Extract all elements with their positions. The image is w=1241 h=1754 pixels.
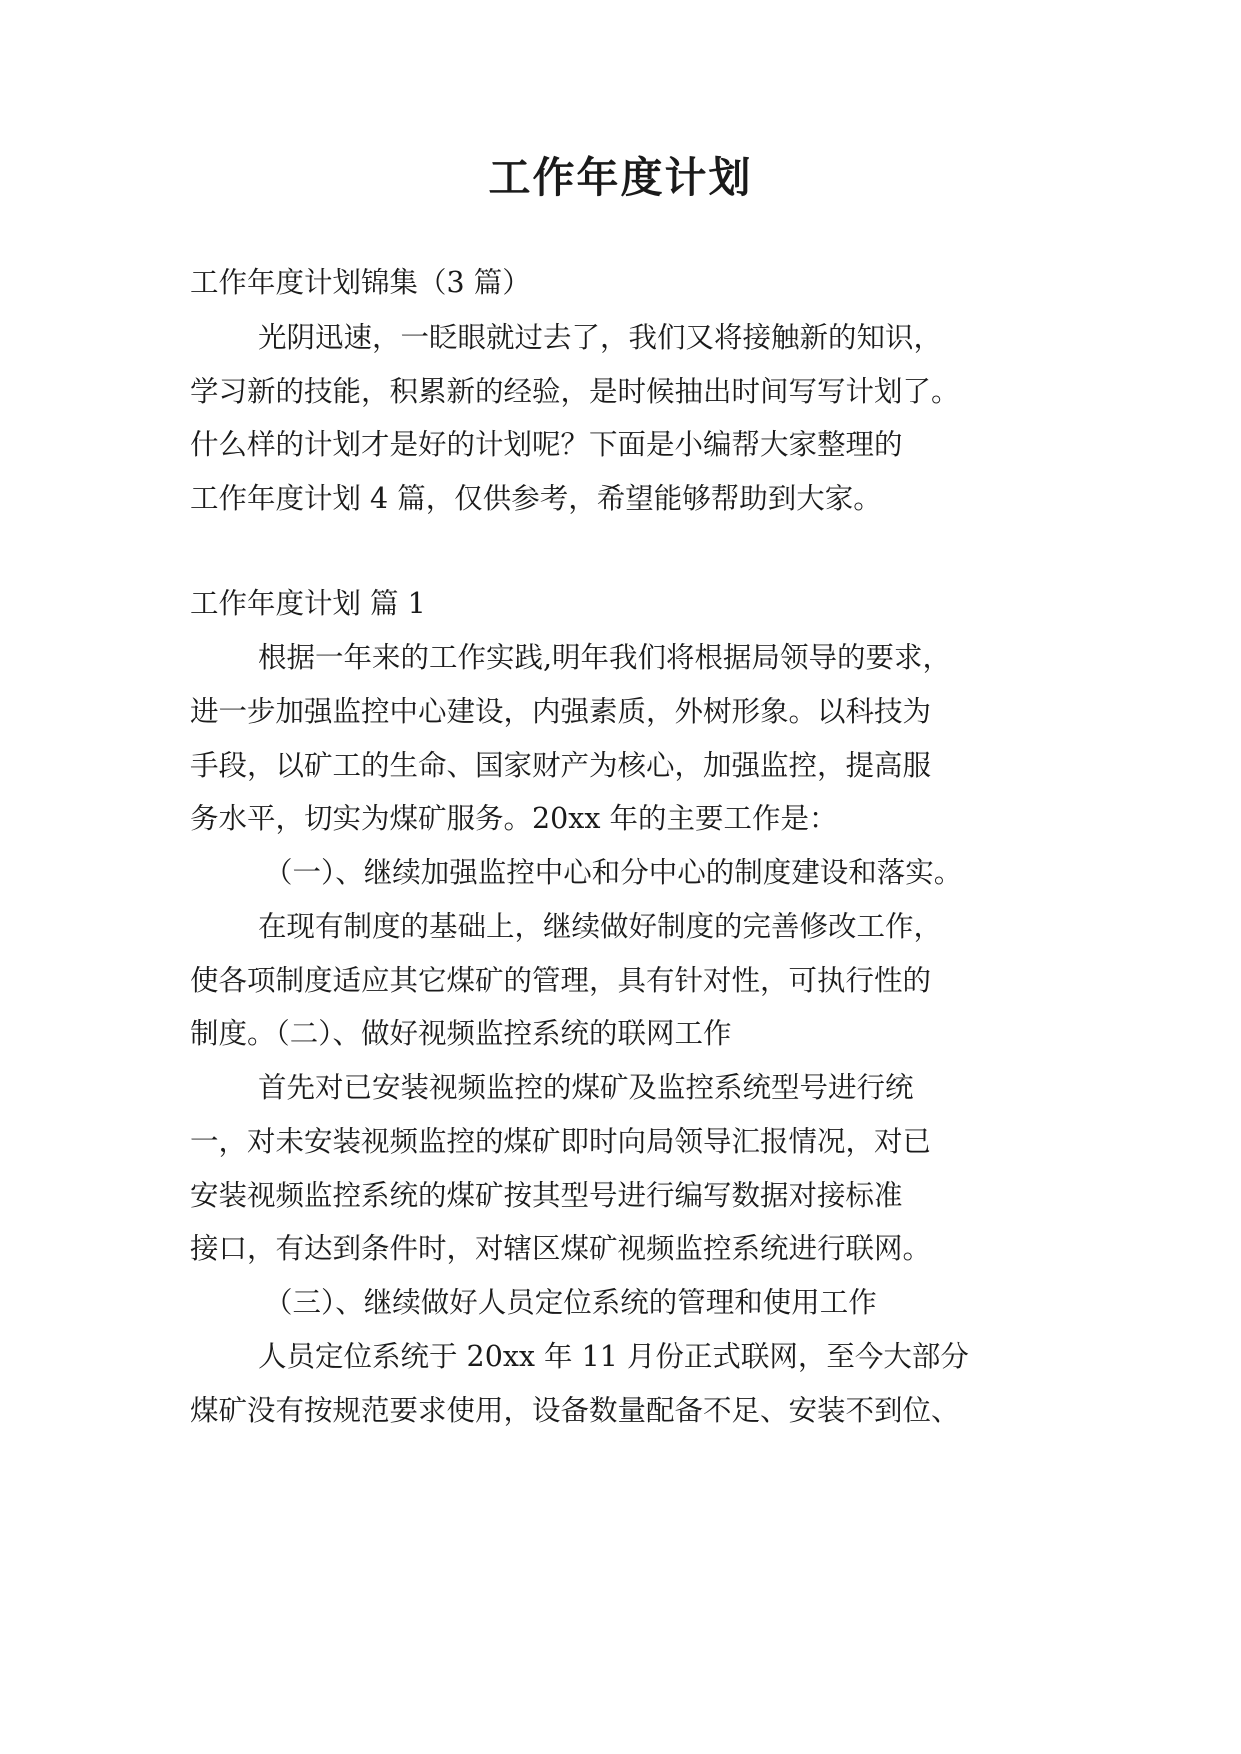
body-line: 接口，有达到条件时，对辖区煤矿视频监控系统进行联网。	[190, 1232, 932, 1265]
body-line: 制度。（二）、做好视频监控系统的联网工作	[190, 1017, 732, 1050]
body-line: 务水平，切实为煤矿服务。20xx 年的主要工作是：	[190, 802, 838, 835]
body-line: 在现有制度的基础上，继续做好制度的完善修改工作，	[258, 910, 943, 943]
section-heading: 工作年度计划 篇 1	[190, 587, 426, 620]
body-line: 首先对已安装视频监控的煤矿及监控系统型号进行统	[258, 1071, 914, 1104]
body-line: 安装视频监控系统的煤矿按其型号进行编写数据对接标准	[190, 1179, 903, 1212]
body-line: 进一步加强监控中心建设，内强素质，外树形象。以科技为	[190, 695, 932, 728]
body-line: 一，对未安装视频监控的煤矿即时向局领导汇报情况，对已	[190, 1125, 932, 1158]
body-line: 煤矿没有按规范要求使用，设备数量配备不足、安装不到位、	[190, 1394, 960, 1427]
body-line: 使各项制度适应其它煤矿的管理，具有针对性，可执行性的	[190, 964, 932, 997]
document-title: 工作年度计划	[488, 153, 753, 202]
subsection-heading: （三）、继续做好人员定位系统的管理和使用工作	[264, 1286, 877, 1319]
subsection-heading: （一）、继续加强监控中心和分中心的制度建设和落实。	[264, 856, 963, 889]
intro-line: 光阴迅速，一眨眼就过去了，我们又将接触新的知识，	[258, 321, 943, 354]
body-line: 根据一年来的工作实践,明年我们将根据局领导的要求，	[258, 641, 952, 674]
intro-line: 学习新的技能，积累新的经验，是时候抽出时间写写计划了。	[190, 375, 960, 408]
intro-line: 工作年度计划 4 篇，仅供参考，希望能够帮助到大家。	[190, 482, 882, 515]
intro-line: 什么样的计划才是好的计划呢？下面是小编帮大家整理的	[190, 428, 903, 461]
collection-heading: 工作年度计划锦集（3 篇）	[190, 266, 531, 299]
body-line: 手段，以矿工的生命、国家财产为核心，加强监控，提高服	[190, 749, 932, 782]
body-line: 人员定位系统于 20xx 年 11 月份正式联网，至今大部分	[258, 1340, 969, 1373]
